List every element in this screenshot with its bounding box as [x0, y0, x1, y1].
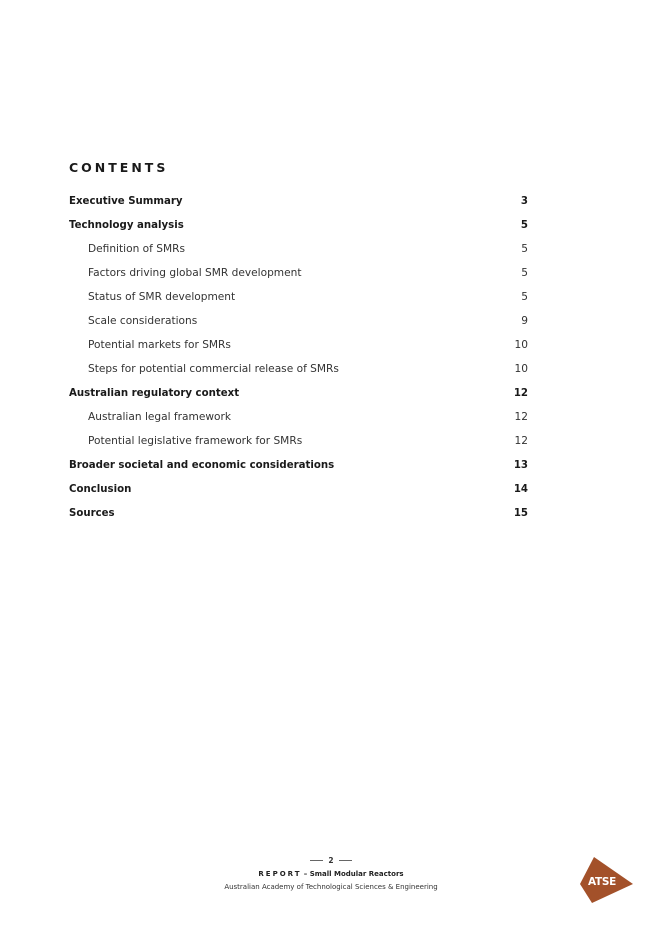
toc-entry-page: 10: [514, 339, 528, 351]
toc-subentry[interactable]: [69, 333, 528, 357]
toc-entry-title: Definition of SMRs: [88, 243, 185, 255]
toc-entry[interactable]: [69, 453, 528, 477]
toc-entry-page: 12: [514, 411, 528, 423]
divider: [339, 860, 352, 861]
toc-entry[interactable]: [69, 189, 528, 213]
toc-entry-title: Steps for potential commercial release of SMRs: [88, 363, 339, 375]
toc-entry-page: 5: [521, 267, 528, 279]
toc-entry[interactable]: [69, 381, 528, 405]
toc-entry-title: Technology analysis: [69, 219, 184, 231]
toc-entry-title: Sources: [69, 507, 115, 519]
toc-entry-title: Australian regulatory context: [69, 387, 240, 399]
toc-subentry[interactable]: [69, 357, 528, 381]
toc-entry[interactable]: [69, 501, 528, 525]
contents-heading: CONTENTS: [69, 160, 169, 175]
toc-entry-title: Executive Summary: [69, 195, 183, 207]
toc-subentry[interactable]: [69, 309, 528, 333]
toc-entry-title: Broader societal and economic considerations: [69, 459, 335, 471]
footer-report-line: [0, 870, 662, 878]
logo-text: ATSE: [587, 876, 616, 888]
table-of-contents: [69, 189, 528, 525]
toc-entry-page: 5: [520, 219, 528, 231]
toc-entry-title: Potential markets for SMRs: [88, 339, 231, 351]
toc-subentry[interactable]: [69, 237, 528, 261]
toc-entry-title: Status of SMR development: [88, 291, 236, 303]
report-label: REPORT: [258, 870, 302, 878]
toc-entry[interactable]: [69, 477, 528, 501]
footer-organisation: Australian Academy of Technological Sciences & Engineering: [224, 883, 438, 891]
toc-entry-title: Australian legal framework: [88, 411, 231, 423]
divider: [310, 860, 323, 861]
toc-entry-page: 5: [521, 291, 528, 303]
report-title: – Small Modular Reactors: [303, 870, 404, 878]
toc-entry-page: 5: [521, 243, 528, 255]
toc-entry-title: Scale considerations: [88, 315, 198, 327]
toc-subentry[interactable]: [69, 261, 528, 285]
toc-entry-title: Potential legislative framework for SMRs: [88, 435, 303, 447]
toc-entry-page: 9: [521, 315, 528, 327]
toc-entry-page: 12: [514, 435, 528, 447]
toc-entry-page: 14: [513, 483, 528, 495]
toc-entry-page: 12: [513, 387, 528, 399]
toc-entry-page: 10: [514, 363, 528, 375]
toc-subentry[interactable]: [69, 285, 528, 309]
page-number: 2: [328, 856, 334, 865]
toc-subentry[interactable]: [69, 405, 528, 429]
toc-entry-page: 15: [513, 507, 528, 519]
toc-entry-title: Conclusion: [69, 483, 132, 495]
toc-entry-page: 13: [513, 459, 528, 471]
toc-entry[interactable]: [69, 213, 528, 237]
footer-page-number: [0, 856, 662, 865]
toc-entry-page: 3: [520, 195, 528, 207]
toc-subentry[interactable]: [69, 429, 528, 453]
toc-entry-title: Factors driving global SMR development: [88, 267, 302, 279]
